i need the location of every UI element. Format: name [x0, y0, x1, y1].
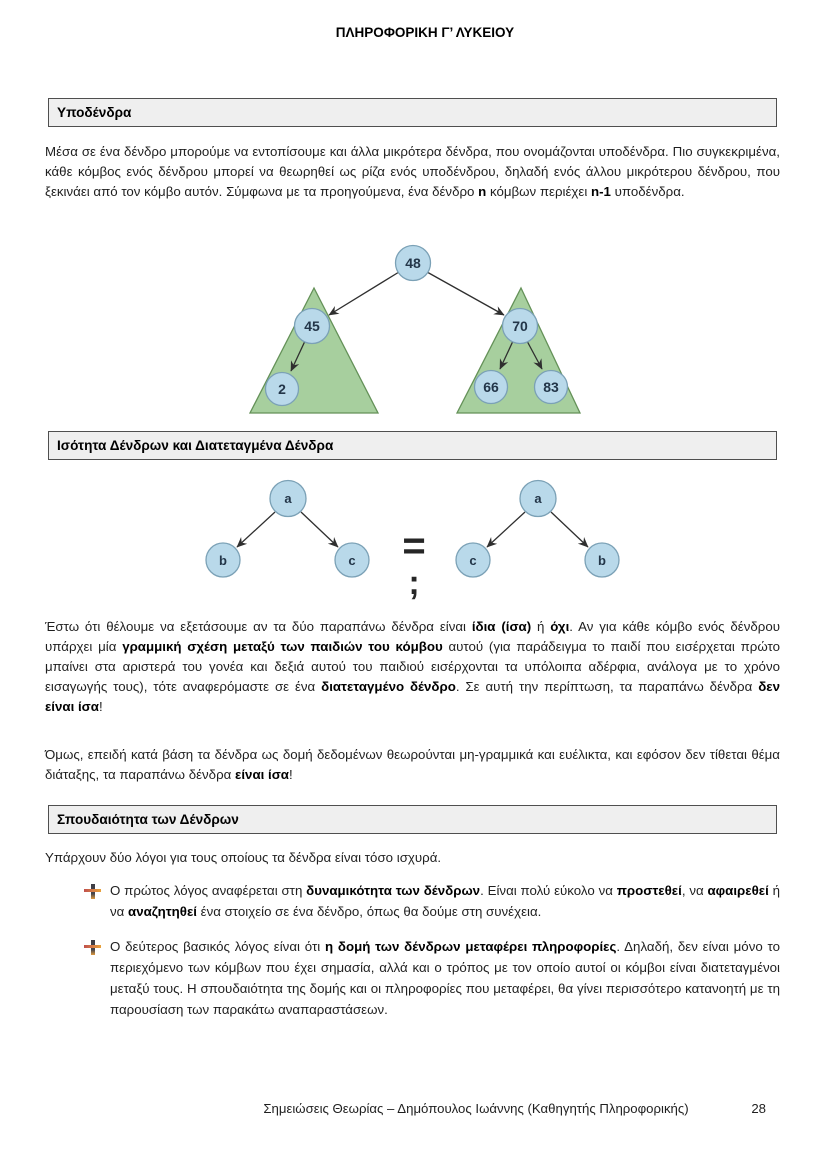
tree-node-2-label: 2	[278, 381, 286, 397]
bullet-item-structure-text: Ο δεύτερος βασικός λόγος είναι ότι η δομή των δένδρων μεταφέρει πληροφορίες. Δηλαδή, δεν είναι μόνο το περιεχόμενο των κόμβων που έχει σημασία, αλλά και ο τρόπος με τον οποίο αυτοί οι κόμβοι είναι διατεταγμένοι μεταξύ τους. Η σπουδαιότητα της δομής και οι πληροφορίες που μεταφέρει, θα γίνει περισσότερο κατανοητή με τη παρουσίαση των παρακάτω αναπαραστάσεων.	[110, 939, 780, 1017]
section-heading-subtrees-label: Υποδένδρα	[57, 105, 132, 120]
bullet-item-structure	[84, 936, 780, 1020]
equals-symbol: =	[402, 524, 426, 568]
bullet-item-dynamics-text: Ο πρώτος λόγος αναφέρεται στη δυναμικότητα των δένδρων. Είναι πολύ εύκολο να προστεθεί, να αφαιρεθεί ή να αναζητηθεί ένα στοιχείο σε ένα δένδρο, όπως θα δούμε στη συνέχεια.	[110, 883, 780, 919]
left-tree-root-label: a	[284, 491, 292, 506]
section-heading-equality-label: Ισότητα Δένδρων και Διατεταγμένα Δένδρα	[57, 438, 334, 453]
section-heading-equality	[48, 431, 777, 460]
subtree-diagram	[230, 240, 610, 425]
page-number: 28	[751, 1101, 766, 1116]
paragraph-equality-2: Όμως, επειδή κατά βάση τα δένδρα ως δομή δεδομένων θεωρούνται μη-γραμμικά και ευέλικτα, και εφόσον δεν τίθεται θέμα διάταξης, τα παραπάνω δένδρα είναι ίσα!	[45, 747, 780, 782]
edge-a-c-left	[301, 512, 338, 547]
right-tree-b-label: b	[598, 553, 606, 568]
subtree-diagram-svg	[230, 240, 610, 425]
paragraph-equality-1: Έστω ότι θέλουμε να εξετάσουμε αν τα δύο παραπάνω δένδρα είναι ίδια (ίσα) ή όχι. Αν για κάθε κόμβο ενός δένδρου υπάρχει μία γραμμική σχέση μεταξύ των παιδιών του κόμβου αυτού (για παράδειγμα το παιδί που εισέρχεται πρώτο μπαίνει στα αριστερά του γονέα και δεξιά αυτού του παιδιού εισέρχονται τα υπόλοιπα αδέρφια, ανάλογα με το χρόνο εισαγωγής τους), τότε αναφερόμαστε σε ένα διατεταγμένο δένδρο. Σε αυτή την περίπτωση, τα παραπάνω δένδρα δεν είναι ίσα!	[45, 619, 781, 714]
right-tree-root-label: a	[534, 491, 542, 506]
footer-text: Σημειώσεις Θεωρίας – Δημόπουλος Ιωάννης (Καθηγητής Πληροφορικής)	[263, 1101, 689, 1116]
right-tree-c-label: c	[469, 553, 477, 568]
section-heading-importance-label: Σπουδαιότητα των Δένδρων	[57, 812, 239, 827]
edge-48-70	[427, 272, 504, 315]
left-tree-c-label: c	[348, 553, 356, 568]
edge-48-45	[329, 272, 399, 315]
tree-node-83-label: 83	[543, 379, 559, 395]
question-symbol: ;	[408, 564, 420, 602]
paragraph-importance-intro: Υπάρχουν δύο λόγοι για τους οποίους τα δένδρα είναι τόσο ισχυρά.	[45, 850, 442, 865]
edge-a-c-right	[487, 512, 525, 547]
edge-a-b-right	[551, 512, 588, 547]
left-tree-b-label: b	[219, 553, 227, 568]
tree-node-66-label: 66	[483, 379, 499, 395]
bullet-item-dynamics	[84, 880, 780, 922]
tree-node-70-label: 70	[512, 318, 528, 334]
arrow-bullet-icon	[84, 884, 101, 899]
arrow-bullet-icon	[84, 940, 101, 955]
section-heading-subtrees	[48, 98, 777, 127]
paragraph-subtrees: Μέσα σε ένα δένδρο μπορούμε να εντοπίσουμε και άλλα μικρότερα δένδρα, που ονομάζονται υποδένδρα. Πιο συγκεκριμένα, κάθε κόμβος ενός δένδρου μπορεί να θεωρηθεί ως ρίζα ενός υποδένδρου, δηλαδή ενός άλλου μικρότερου δένδρου, που ξεκινάει από τον κόμβο αυτόν. Σύμφωνα με τα προηγούμενα, ένα δένδρο n κόμβων περιέχει n-1 υποδένδρα.	[45, 144, 780, 199]
section-heading-importance	[48, 805, 777, 834]
edge-a-b-left	[237, 512, 275, 547]
tree-node-45-label: 45	[304, 318, 320, 334]
tree-node-48-label: 48	[405, 255, 421, 271]
page-title: ΠΛΗΡΟΦΟΡΙΚΗ Γ’ ΛΥΚΕΙΟΥ	[335, 25, 515, 40]
tree-equality-diagram	[170, 470, 670, 605]
tree-equality-svg	[170, 470, 670, 605]
